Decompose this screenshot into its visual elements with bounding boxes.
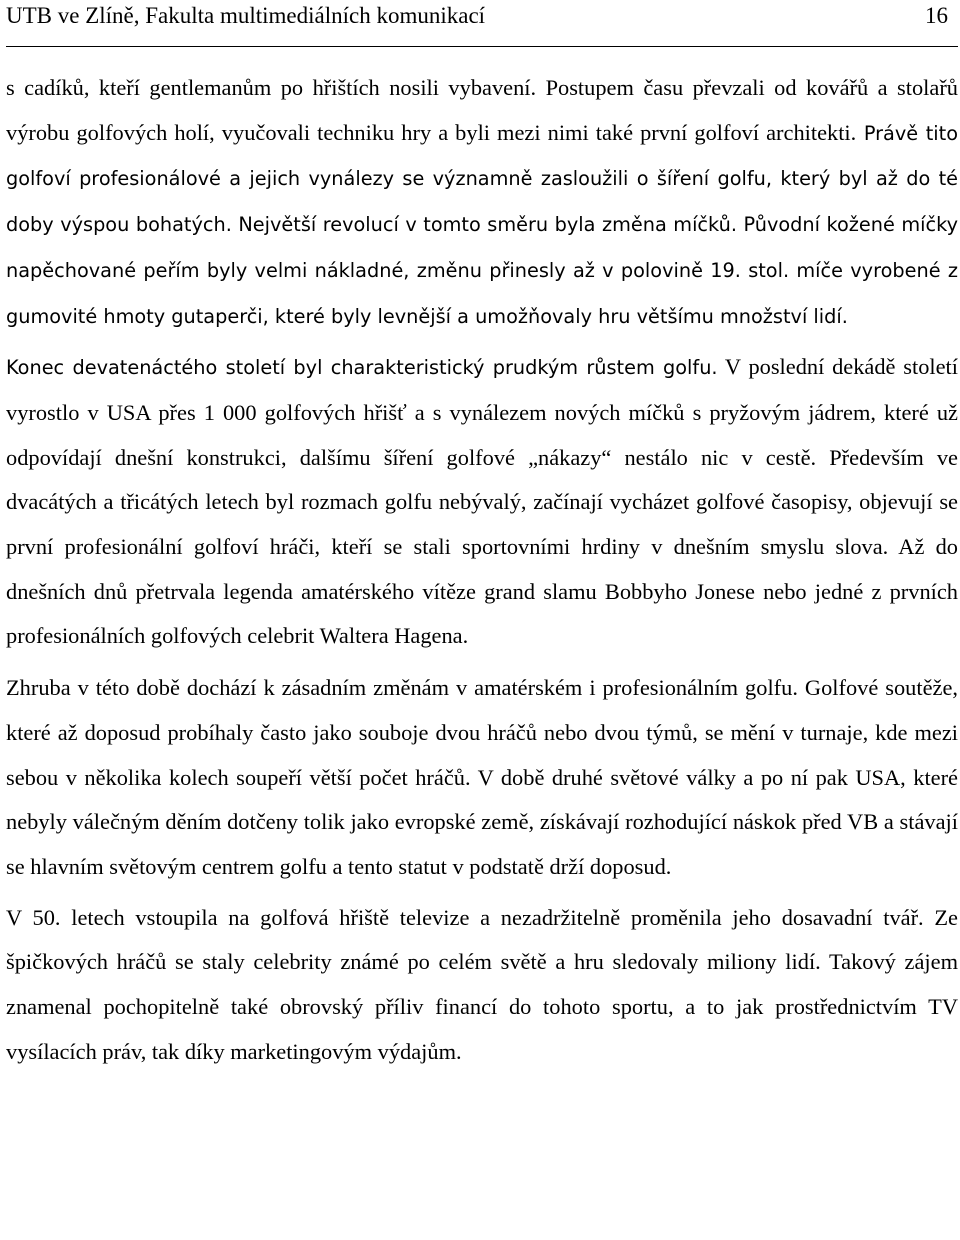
page-number: 16	[925, 3, 948, 28]
paragraph-2-sans-text: Konec devatenáctého století byl charakteristický prudkým růstem golfu.	[6, 356, 718, 380]
paragraph-1-serif-text: s cadíků, kteří gentlemanům po hřištích nosili vybavení. Postupem času převzali od kovářů a stolařů výrobu golfových holí, vyučovali techniku hry a byli mezi nimi také první golfoví architekti.	[6, 75, 958, 145]
body-text	[6, 66, 958, 1074]
paragraph-4: V 50. letech vstoupila na golfová hřiště televize a nezadržitelně proměnila jeho dosavadní tvář. Ze špičkových hráčů se staly celebrity známé po celém světě a hru sledovaly miliony lidí. Takový zájem znamenal pochopitelně také obrovský příliv financí do tohoto sportu, a to jak prostřednictvím TV vysílacích práv, tak díky marketingovým výdajům.	[6, 904, 958, 1064]
paragraph-3: Zhruba v této době dochází k zásadním změnám v amatérském i profesionálním golfu. Golfové soutěže, které až doposud probíhaly často jako souboje dvou hráčů nebo dvou týmů, se mění v turnaje, kde mezi sebou v několika kolech soupeří větší počet hráčů. V době druhé světové války a po ní pak USA, které nebyly válečným děním dotčeny tolik jako evropské země, získávají rozhodující náskok před VB a stávají se hlavním světovým centrem golfu a tento statut v podstatě drží doposud.	[6, 675, 958, 879]
paragraph-spacer	[6, 659, 958, 666]
running-header	[6, 0, 958, 47]
document-page	[6, 0, 958, 1240]
paragraph-1	[6, 66, 958, 339]
header-title: UTB ve Zlíně, Fakulta multimediálních komunikací	[6, 3, 486, 28]
paragraph-2	[6, 345, 958, 659]
paragraph-2-serif-text: V poslední dekádě století vyrostlo v USA přes 1 000 golfových hřišť a s vynálezem nových míčků s pryžovým jádrem, které už odpovídají dnešní konstrukci, dalšímu šíření golfové „nákazy“ nestálo nic v cestě. Především ve dvacátých a třicátých letech byl rozmach golfu nebývalý, začínají vycházet golfové časopisy, objevují se první profesionální golfoví hráči, kteří se stali sportovními hrdiny v dnešním smyslu slova. Až do dnešních dnů přetrvala legenda amatérského vítěze grand slamu Bobbyho Jonese nebo jedné z prvních profesionálních golfových celebrit Waltera Hagena.	[6, 354, 958, 649]
paragraph-1-sans-text: Právě tito golfoví profesionálové a jejich vynálezy se významně zasloužili o šíření golfu, který byl až do té doby výspou bohatých. Největší revolucí v tomto směru byla změna míčků. Původní kožené míčky napěchované peřím byly velmi nákladné, změnu přinesly až v polovině 19. stol. míče vyrobené z gumovité hmoty gutaperči, které byly levnější a umožňovaly hru většímu množství lidí.	[6, 121, 958, 328]
